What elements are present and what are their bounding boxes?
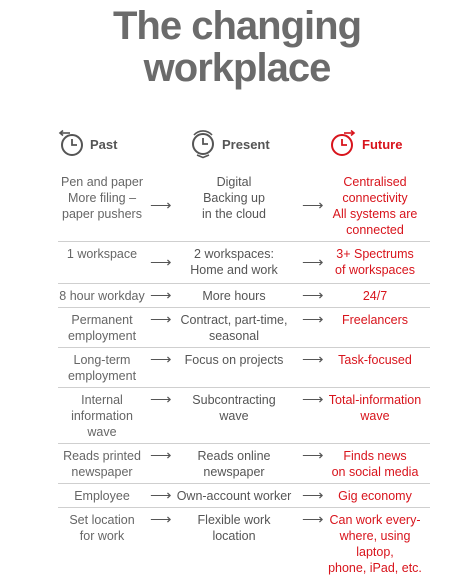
present-cell: More hours [202,289,266,303]
right-arrow-icon: ⟶ [302,287,324,304]
page-title [0,6,474,90]
present-cell: Reads online newspaper [197,449,271,479]
header-future [328,126,402,162]
table-row [58,388,430,444]
right-arrow-icon: ⟶ [150,254,172,271]
past-cell: Set location for work [69,513,135,543]
future-cell: 3+ Spectrums of workspaces [335,247,415,277]
table-row [58,308,430,348]
table-row [58,284,430,308]
right-arrow-icon: ⟶ [302,487,324,504]
present-cell: Flexible work location [197,513,271,543]
past-cell: 8 hour workday [59,289,145,303]
header-present [188,126,270,162]
present-cell: 2 workspaces: Home and work [190,247,278,277]
clock-refresh-icon [188,129,218,159]
future-cell: Total-information wave [328,393,422,423]
present-cell: Focus on projects [184,353,284,367]
past-cell: Long-term employment [67,353,137,383]
future-cell: 24/7 [362,289,388,303]
right-arrow-icon: ⟶ [150,511,172,528]
future-cell: Gig economy [338,489,412,503]
table-row [58,170,430,242]
right-arrow-icon: ⟶ [150,311,172,328]
right-arrow-icon: ⟶ [302,311,324,328]
table-row [58,242,430,284]
right-arrow-icon: ⟶ [150,447,172,464]
clock-rewind-icon [56,129,86,159]
future-cell: Can work every- where, using laptop, phone, iPad, etc. [328,513,422,575]
present-cell: Subcontracting wave [192,393,276,423]
right-arrow-icon: ⟶ [150,287,172,304]
column-headers [0,126,474,162]
right-arrow-icon: ⟶ [302,351,324,368]
past-cell: Employee [74,489,130,503]
past-cell: 1 workspace [66,247,138,261]
past-cell: Internal information wave [71,393,133,439]
present-cell: Digital Backing up in the cloud [202,175,266,221]
right-arrow-icon: ⟶ [150,351,172,368]
table-row [58,508,430,575]
right-arrow-icon: ⟶ [302,254,324,271]
past-cell: Pen and paper More filing – paper pushers [60,175,143,221]
table-row [58,444,430,484]
right-arrow-icon: ⟶ [150,487,172,504]
right-arrow-icon: ⟶ [302,447,324,464]
table-row [58,348,430,388]
header-future-label: Future [362,136,403,152]
future-cell: Centralised connectivity All systems are connected [332,175,418,237]
title-line-1: The changing [113,4,361,48]
right-arrow-icon: ⟶ [302,391,324,408]
present-cell: Contract, part-time, seasonal [180,313,288,343]
header-past-label: Past [90,136,118,152]
present-cell: Own-account worker [176,489,292,503]
right-arrow-icon: ⟶ [302,511,324,528]
past-cell: Permanent employment [67,313,137,343]
right-arrow-icon: ⟶ [150,391,172,408]
header-present-label: Present [222,136,270,152]
right-arrow-icon: ⟶ [302,197,324,214]
future-cell: Finds news on social media [331,449,419,479]
header-past [56,126,117,162]
future-cell: Task-focused [338,353,412,367]
title-line-2: workplace [143,46,331,90]
right-arrow-icon: ⟶ [150,197,172,214]
table-row [58,484,430,508]
clock-forward-icon [328,129,358,159]
future-cell: Freelancers [342,313,408,327]
past-cell: Reads printed newspaper [63,449,141,479]
comparison-table [58,170,430,575]
